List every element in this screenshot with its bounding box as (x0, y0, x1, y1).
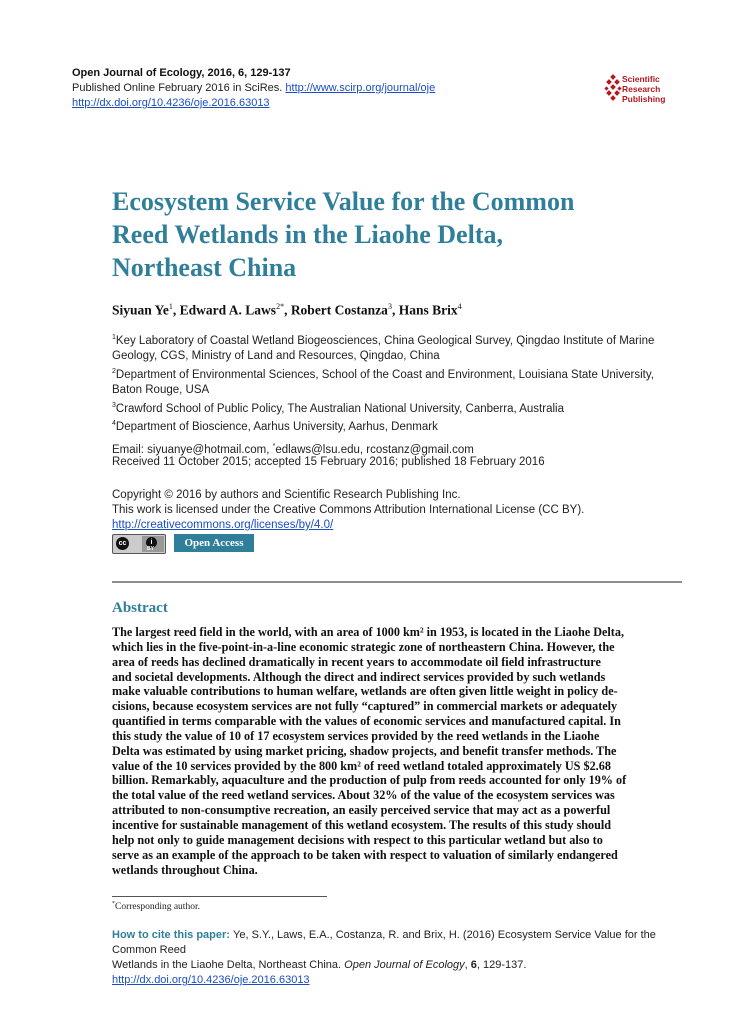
author-name: Robert Costanza (290, 302, 388, 318)
author-mark: 2* (276, 302, 285, 311)
how-to-cite (112, 928, 687, 988)
author-mark: 4 (457, 302, 462, 311)
abstract-line: this study the value of 10 of 17 ecosystem services provided by the reed wetlands in the Liaohe (112, 728, 600, 743)
title-line-1: Ecosystem Service Value for the Common (112, 187, 575, 216)
affiliation-text: Department of Environmental Sciences, School of the Coast and Environment, Louisiana State University, (115, 368, 654, 381)
abstract-line: which lies in the five-point-in-a-line economic strategic zone of northeastern China. However, the (112, 639, 615, 654)
author-mark: 3 (387, 302, 392, 311)
cc-by-badge[interactable] (112, 534, 166, 554)
copyright-line: Copyright © 2016 by authors and Scientific Research Publishing Inc. (112, 489, 461, 501)
citation-text: , 129-137. (476, 959, 527, 971)
affiliation-text: Baton Rouge, USA (112, 383, 210, 396)
affiliation-2 (112, 364, 692, 383)
citation-text: Wetlands in the Liaohe Delta, Northeast China. (112, 959, 345, 971)
citation-journal: Open Journal of Ecology (344, 959, 465, 971)
footnote-divider (112, 896, 327, 897)
license-link[interactable]: http://creativecommons.org/licenses/by/4.0/ (112, 519, 334, 531)
open-access-badge[interactable]: Open Access (174, 534, 254, 552)
cc-icon: cc (116, 537, 129, 550)
author-name: Siyuan Ye (112, 302, 169, 318)
license-line: This work is licensed under the Creative Commons Attribution International License (CC BY). (112, 504, 585, 516)
abstract-line: attributed to non-consumptive recreation, an easily perceived service that may act as a powerful (112, 803, 611, 818)
abstract-line: serve as an example of the approach to be taken with respect to valuation of similarly endangered (112, 847, 618, 862)
abstract-line: Delta was estimated by using market pricing, shadow projects, and benefit transfer methods. The (112, 743, 617, 758)
affiliation-text: Geology, CGS, Ministry of Land and Resources, Qingdao, China (112, 349, 440, 362)
email-mark: * (272, 443, 276, 451)
abstract-line: incentive for sustainable management of this wetland ecosystem. The results of this study should (112, 817, 612, 832)
affiliation-mark: 1 (112, 334, 116, 341)
logo-text-publishing: Publishing (622, 94, 666, 104)
doi-link[interactable]: http://dx.doi.org/10.4236/oje.2016.63013 (72, 97, 270, 109)
abstract-line: area of reeds has declined dramatically in recent years to accommodate oil field infrastructure (112, 654, 601, 669)
abstract-line: The largest reed field in the world, with an area of 1000 km² in 1953, is located in the Liaohe Delta, (112, 625, 625, 639)
footnote-text: Corresponding author. (115, 902, 200, 913)
title-line-3: Northeast China (112, 253, 297, 282)
publisher-logo-mark-icon (604, 74, 622, 104)
abstract-line: the total value of the reed wetland services. About 32% of the value of the ecosystem services was (112, 788, 615, 803)
affiliation-4 (112, 416, 692, 435)
citation-text: Ye, S.Y., Laws, E.A., Costanza, R. and Brix, H. (2016) Ecosystem Service Value for the Common Reed (112, 929, 656, 956)
citation-text: , (464, 959, 471, 971)
section-divider (112, 581, 682, 583)
author-name: Hans Brix (398, 302, 458, 318)
citation-volume: 6 (470, 959, 477, 971)
title-line-2: Reed Wetlands in the Liaohe Delta, (112, 220, 503, 249)
copyright-block (112, 488, 692, 533)
paper-title (112, 185, 672, 284)
abstract-body (112, 625, 682, 877)
email-text: Email: siyuanye@hotmail.com, (112, 444, 273, 457)
citation-line-1 (112, 928, 687, 958)
affiliation-text: Crawford School of Public Policy, The Australian National University, Canberra, Australia (115, 402, 564, 415)
publication-line (72, 81, 492, 96)
email-text: edlaws@lsu.edu, rcostanz@gmail.com (275, 444, 474, 457)
affiliation-text: Key Laboratory of Coastal Wetland Biogeosciences, China Geological Survey, Qingdao Institute of Marine (115, 334, 655, 347)
footnote-mark: * (112, 901, 115, 907)
journal-url-link[interactable]: http://www.scirp.org/journal/oje (285, 82, 436, 94)
affiliations (112, 330, 692, 458)
abstract-line: value of the 10 services provided by the 800 km² of reed wetland totaled approximately US $2.68 (112, 758, 611, 773)
affiliation-mark: 2 (112, 367, 116, 375)
author-list: Siyuan Ye$^1$, Edward A. Laws$^{2*}$, Robert Costanza$^3$, Hans Brix$^4$ (112, 302, 462, 318)
received-dates: Received 11 October 2015; accepted 15 February 2016; published 18 February 2016 (112, 456, 545, 468)
journal-header (72, 66, 492, 111)
author-name: Edward A. Laws (179, 302, 277, 318)
citation-label: How to cite this paper: (112, 929, 234, 941)
attribution-person-icon: i (146, 537, 157, 548)
affiliation-mark: 3 (112, 401, 116, 409)
published-online-text: Published Online February 2016 in SciRes. (72, 82, 286, 94)
abstract-line: wetlands throughout China. (112, 862, 258, 877)
journal-citation: Open Journal of Ecology, 2016, 6, 129-137 (72, 67, 291, 79)
affiliation-text: Department of Bioscience, Aarhus University, Aarhus, Denmark (115, 421, 438, 434)
abstract-heading: Abstract (112, 600, 168, 616)
abstract-line: and societal developments. Although the direct and indirect services provided by such wetlands (112, 669, 606, 684)
abstract-line: make valuable contributions to human welfare, wetlands are often given little weight in policy de- (112, 684, 618, 699)
abstract-line: billion. Remarkably, aquaculture and the production of pulp from reeds accounted for only 19% of (112, 773, 627, 788)
logo-text-scientific: Scientific (622, 74, 660, 84)
abstract-line: help not only to guide management decisions with respect to this particular wetland but also to (112, 832, 603, 847)
publisher-logo (604, 72, 694, 108)
by-label: BY (147, 546, 154, 552)
affiliation-3 (112, 398, 692, 417)
citation-line-2 (112, 958, 687, 973)
footnote (112, 901, 200, 912)
citation-doi-link[interactable]: http://dx.doi.org/10.4236/oje.2016.63013 (112, 974, 310, 986)
abstract-line: quantified in terms comparable with the values of economic services and manufactured capital. In (112, 714, 621, 729)
author-mark: 1 (168, 302, 173, 311)
abstract-line: cisions, because ecosystem services are not fully “captured” in commercial markets or adequately (112, 699, 618, 714)
affiliation-1 (112, 330, 692, 349)
logo-text-research: Research (622, 84, 661, 94)
affiliation-mark: 4 (112, 420, 116, 428)
